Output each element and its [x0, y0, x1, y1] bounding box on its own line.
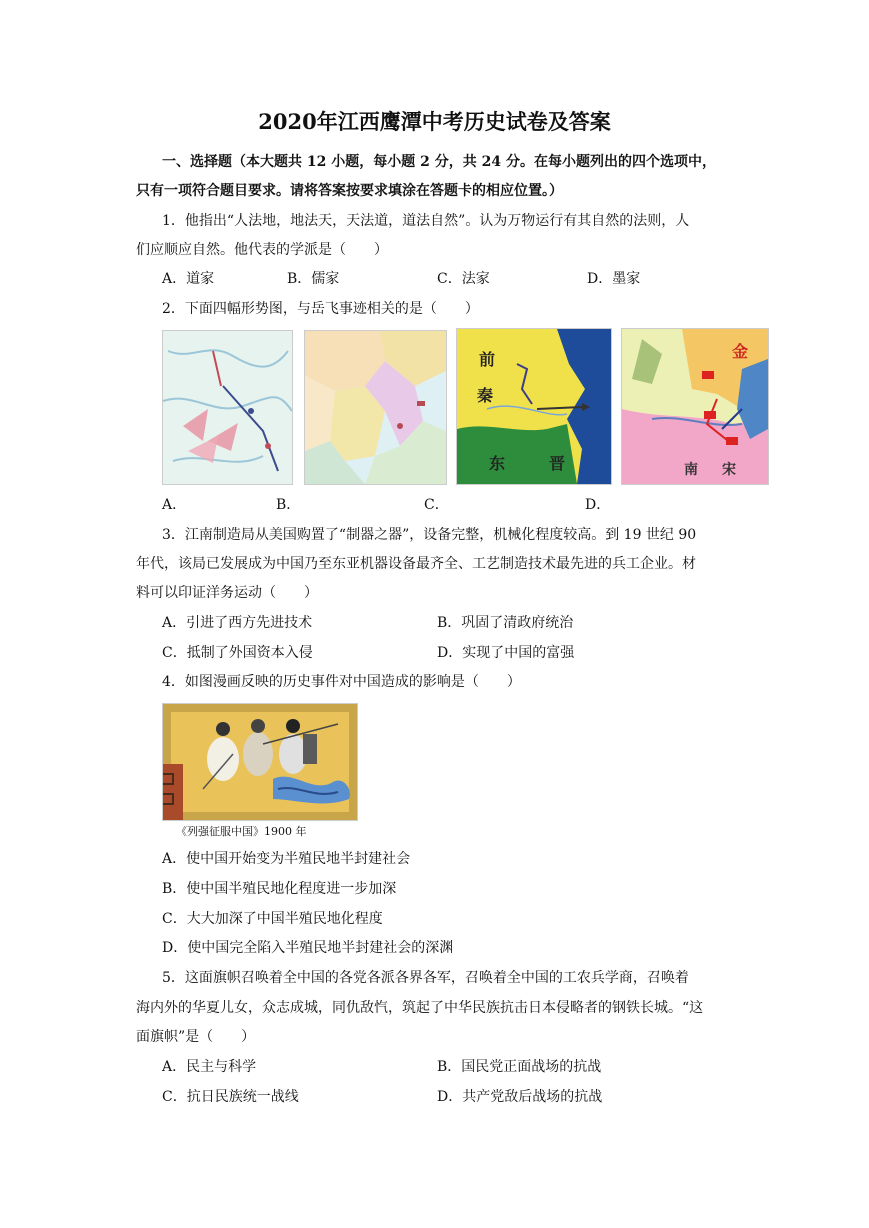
q4-option-c: C．大大加深了中国半殖民地化程度 — [162, 911, 383, 927]
q2-option-d: D． — [585, 497, 611, 513]
q3-option-b: B．巩固了清政府统治 — [437, 615, 574, 631]
q3-option-c: C．抵制了外国资本入侵 — [162, 645, 313, 661]
q3-stem-line2: 年代，该局已发展成为中国乃至东亚机器设备最齐全、工艺制造技术最先进的兵工企业。材 — [136, 556, 696, 572]
q4-stem: 4．如图漫画反映的历史事件对中国造成的影响是（ ） — [162, 674, 521, 690]
cartoon-image — [162, 703, 358, 821]
map-d-label-nan: 南 — [684, 462, 698, 478]
q3-stem-line1: 3．江南制造局从美国购置了“制器之器”，设备完整，机械化程度较高。到 19 世纪 90 — [162, 527, 697, 543]
q3-option-a: A．引进了西方先进技术 — [162, 615, 313, 631]
page-title: 2020年江西鹰潭中考历史试卷及答案 — [258, 109, 611, 134]
map-b-image — [304, 330, 447, 485]
section-heading-line1: 一、选择题（本大题共 12 小题，每小题 2 分，共 24 分。在每小题列出的四个选项中， — [162, 154, 716, 170]
q3-option-d: D．实现了中国的富强 — [437, 645, 575, 661]
q1-option-b: B．儒家 — [287, 271, 340, 287]
cartoon-caption: 《列强征服中国》1900 年 — [176, 825, 307, 838]
q3-stem-line3: 料可以印证洋务运动（ ） — [136, 585, 318, 601]
q1-stem-line2: 们应顺应自然。他代表的学派是（ ） — [136, 242, 388, 258]
map-c-label-qin: 秦 — [477, 386, 494, 405]
q5-stem-line1: 5．这面旗帜召唤着全中国的各党各派各界各军，召唤着全中国的工农兵学商，召唤着 — [162, 970, 689, 986]
map-c-label-jin: 晋 — [549, 454, 566, 473]
map-c-image — [456, 328, 612, 485]
q4-option-a: A．使中国开始变为半殖民地半封建社会 — [162, 851, 411, 867]
q2-option-c: C． — [424, 497, 449, 513]
q1-option-d: D．墨家 — [587, 271, 641, 287]
q1-stem-line1: 1．他指出“人法地，地法天，天法道，道法自然”。认为万物运行有其自然的法则，人 — [162, 213, 690, 229]
q5-option-c: C．抗日民族统一战线 — [162, 1089, 299, 1105]
q4-option-d: D．使中国完全陷入半殖民地半封建社会的深渊 — [162, 940, 454, 956]
q2-stem: 2．下面四幅形势图，与岳飞事迹相关的是（ ） — [162, 301, 479, 317]
q5-stem-line2: 海内外的华夏儿女，众志成城，同仇敌忾，筑起了中华民族抗击日本侵略者的钢铁长城。“这 — [136, 1000, 704, 1016]
q1-option-c: C．法家 — [437, 271, 490, 287]
section-heading-line2: 只有一项符合题目要求。请将答案按要求填涂在答题卡的相应位置。） — [136, 183, 563, 199]
q1-option-a: A．道家 — [162, 271, 215, 287]
q2-option-b: B． — [276, 497, 301, 513]
map-a-image — [162, 330, 293, 485]
map-d-label-jin: 金 — [732, 342, 749, 361]
q5-option-d: D．共产党敌后战场的抗战 — [437, 1089, 603, 1105]
map-d-image — [621, 328, 769, 485]
map-c-label-qian: 前 — [479, 350, 496, 369]
map-d-label-song: 宋 — [722, 462, 736, 478]
q5-option-a: A．民主与科学 — [162, 1059, 257, 1075]
q2-option-a: A． — [162, 497, 187, 513]
q4-option-b: B．使中国半殖民地化程度进一步加深 — [162, 881, 397, 897]
map-c-label-dong: 东 — [489, 454, 506, 473]
q5-stem-line3: 面旗帜”是（ ） — [136, 1029, 256, 1045]
q5-option-b: B．国民党正面战场的抗战 — [437, 1059, 602, 1075]
